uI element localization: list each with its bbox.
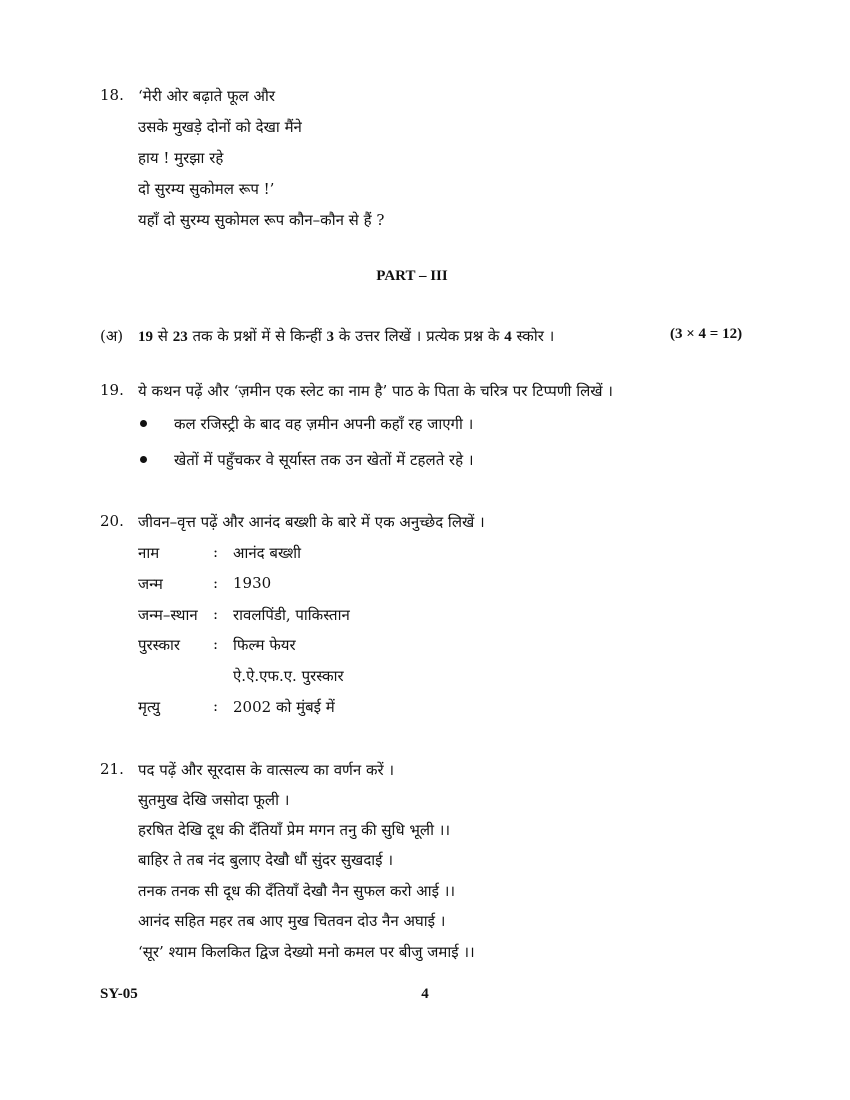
- bio-colon: :: [213, 574, 219, 592]
- paper-code: SY-05: [100, 986, 138, 1002]
- q21-verse-line-5: आनंद सहित महर तब आए मुख चितवन दोउ नैन अघाई ।: [138, 912, 446, 930]
- bio-value-name: आनंद बख्शी: [233, 544, 302, 562]
- bio-label-birthplace: जन्म–स्थान: [138, 606, 198, 624]
- bio-label-awards: पुरस्कार: [138, 636, 181, 654]
- q21-text: पद पढ़ें और सूरदास के वात्सल्य का वर्णन करें ।: [138, 761, 395, 779]
- q19-statement-1: कल रजिस्ट्री के बाद वह ज़मीन अपनी कहाँ रह जाएगी ।: [174, 415, 474, 433]
- q18-line-1: ‘मेरी ओर बढ़ाते फूल और: [138, 87, 275, 105]
- page-number: 4: [421, 986, 429, 1002]
- q20-text: जीवन–वृत्त पढ़ें और आनंद बख्शी के बारे में एक अनुच्छेद लिखें ।: [138, 513, 485, 531]
- bio-value-death: 2002 को मुंबई में: [233, 698, 335, 716]
- bio-value-birthplace: रावलपिंडी, पाकिस्तान: [233, 606, 350, 624]
- q21-verse-line-6: ‘सूर’ श्याम किलकित द्विज देख्यो मनो कमल पर बीजु जमाई ।।: [138, 943, 475, 961]
- bio-value-birth: 1930: [233, 574, 272, 592]
- bio-label-name: नाम: [138, 544, 160, 562]
- question-number-19: 19.: [100, 381, 124, 399]
- bio-colon: :: [213, 543, 219, 561]
- section-score: (3 × 4 = 12): [670, 326, 743, 342]
- q21-verse-line-1: सुतमुख देखि जसोदा फूली ।: [138, 791, 290, 809]
- q21-verse-line-4: तनक तनक सी दूध की दँतियाँ देखौ नैन सुफल करो आई ।।: [138, 882, 456, 900]
- bullet-icon: [140, 456, 147, 463]
- bio-colon: :: [213, 697, 219, 715]
- q18-line-2: उसके मुखड़े दोनों को देखा मैंने: [138, 118, 302, 136]
- q18-question: यहाँ दो सुरम्य सुकोमल रूप कौन–कौन से हैं ?: [138, 211, 385, 229]
- bio-value-award-1: फिल्म फेयर: [233, 636, 296, 654]
- question-number-20: 20.: [100, 512, 124, 530]
- question-number-21: 21.: [100, 760, 124, 778]
- q19-text: ये कथन पढ़ें और ‘ज़मीन एक स्लेट का नाम है’ पाठ के पिता के चरित्र पर टिप्पणी लिखें ।: [138, 382, 613, 400]
- section-instruction: 19 से 23 तक के प्रश्नों में से किन्हीं 3 के उत्तर लिखें । प्रत्येक प्रश्न के 4 स्कोर ।: [138, 327, 555, 345]
- bio-colon: :: [213, 635, 219, 653]
- section-marker: (अ): [100, 327, 124, 345]
- bio-label-birth: जन्म: [138, 575, 163, 593]
- bio-colon: :: [213, 605, 219, 623]
- q19-statement-2: खेतों में पहुँचकर वे सूर्यास्त तक उन खेतों में टहलते रहे ।: [174, 451, 474, 469]
- q18-line-3: हाय ! मुरझा रहे: [138, 149, 224, 167]
- q21-verse-line-2: हरषित देखि दूध की दँतियाँ प्रेम मगन तनु की सुधि भूली ।।: [138, 821, 451, 839]
- q21-verse-line-3: बाहिर ते तब नंद बुलाए देखौ धौं सुंदर सुखदाई ।: [138, 851, 393, 869]
- bio-label-death: मृत्यु: [138, 698, 161, 716]
- part-title: PART – III: [376, 268, 448, 284]
- question-number-18: 18.: [100, 86, 124, 104]
- q18-line-4: दो सुरम्य सुकोमल रूप !’: [138, 180, 275, 198]
- bullet-icon: [140, 420, 147, 427]
- bio-value-award-2: ऐ.ऐ.एफ.ए. पुरस्कार: [233, 667, 344, 685]
